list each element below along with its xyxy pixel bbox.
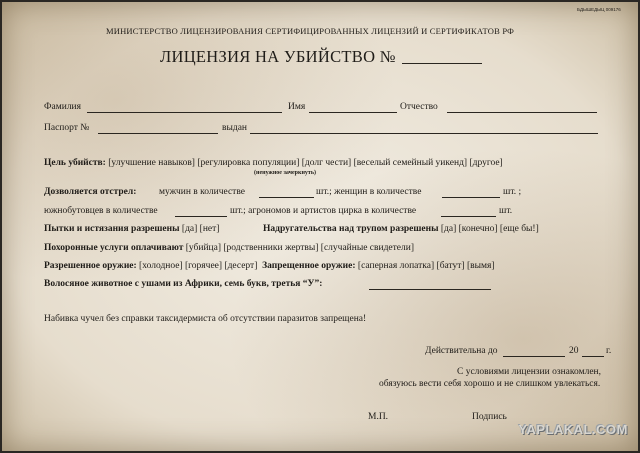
validity-year-prefix: 20 [569, 346, 579, 356]
name-blank [309, 112, 397, 113]
allowed-weapons: [холодное] [горячее] [десерт] [139, 261, 258, 271]
watermark-logo: YAPLAKAL.COM [518, 422, 628, 437]
license-document [2, 2, 638, 451]
stamp-label: М.П. [368, 412, 389, 422]
agreement-line-1: С условиями лицензии ознакомлен, [457, 367, 602, 377]
validity-date-blank [503, 356, 565, 357]
agronomists-unit: шт. [499, 206, 513, 216]
passport-label: Паспорт № [44, 123, 90, 133]
forbidden-weapons-label: Запрещенное оружие: [262, 261, 356, 271]
torture-label: Пытки и истязания разрешены [44, 224, 180, 234]
agreement-line-2: обязуюсь вести себя хорошо и не слишком увлекаться. [379, 379, 601, 389]
passport-blank [98, 133, 218, 134]
purpose-options: [улучшение навыков] [регулировка популяции] [долг чести] [веселый семейный уикенд] [другое] [108, 158, 503, 168]
issued-blank [250, 133, 598, 134]
validity-year-blank [582, 356, 604, 357]
ministry-header: МИНИСТЕРСТВО ЛИЦЕНЗИРОВАНИЯ СЕРТИФИЦИРОВАННЫХ ЛИЦЕНЗИЙ И СЕРТИФИКАТОВ РФ [106, 26, 515, 36]
funeral-line [44, 243, 414, 253]
torture-yes: [да] [181, 224, 198, 234]
riddle-label: Волосяное животное с ушами из Африки, семь букв, третья “У”: [44, 279, 323, 289]
surname-label: Фамилия [44, 102, 82, 112]
corpse-options: [да] [конечно] [еще бы!] [440, 224, 539, 234]
women-unit: шт. ; [503, 187, 522, 197]
torture-no: [нет] [199, 224, 220, 234]
surname-blank [87, 112, 282, 113]
validity-label: Действительна до [425, 346, 498, 356]
women-label: шт.; женщин в количестве [316, 187, 422, 197]
men-blank [259, 197, 314, 198]
issued-label: выдан [222, 123, 248, 133]
name-label: Имя [288, 102, 306, 112]
patronymic-label: Отчество [400, 102, 438, 112]
forbidden-weapons: [саперная лопатка] [батут] [вымя] [357, 261, 495, 271]
women-blank [442, 197, 500, 198]
men-label: мужчин в количестве [159, 187, 245, 197]
purpose-hint: (ненужное зачеркнуть) [254, 170, 317, 176]
torture-line [44, 224, 219, 234]
south-label: южнобутовцев в количестве [44, 206, 158, 216]
license-number-blank [402, 63, 482, 64]
south-blank [175, 216, 227, 217]
funeral-label: Похоронные услуги оплачивают [44, 243, 184, 253]
validity-year-suffix: г. [606, 346, 612, 356]
agronomists-label: шт.; агрономов и артистов цирка в количестве [230, 206, 417, 216]
shooting-label: Дозволяется отстрел: [44, 187, 137, 197]
purpose-line [44, 158, 503, 168]
document-title: ЛИЦЕНЗИЯ НА УБИЙСТВО № [160, 47, 396, 66]
weapons-line [44, 261, 495, 271]
purpose-label: Цель убийств: [44, 158, 106, 168]
funeral-options: [убийца] [родственники жертвы] [случайные свидетели] [185, 243, 414, 253]
document-code: БДЫШЕДЫЦ 009176 [577, 7, 621, 12]
riddle-blank [369, 289, 491, 290]
patronymic-blank [447, 112, 597, 113]
allowed-weapons-label: Разрешенное оружие: [44, 261, 137, 271]
notice-text: Набивка чучел без справки таксидермиста об отсутствии паразитов запрещена! [44, 314, 367, 324]
corpse-label: Надругательства над трупом разрешены [263, 224, 439, 234]
signature-label: Подпись [472, 412, 507, 422]
agronomists-blank [441, 216, 496, 217]
corpse-line [263, 224, 539, 234]
